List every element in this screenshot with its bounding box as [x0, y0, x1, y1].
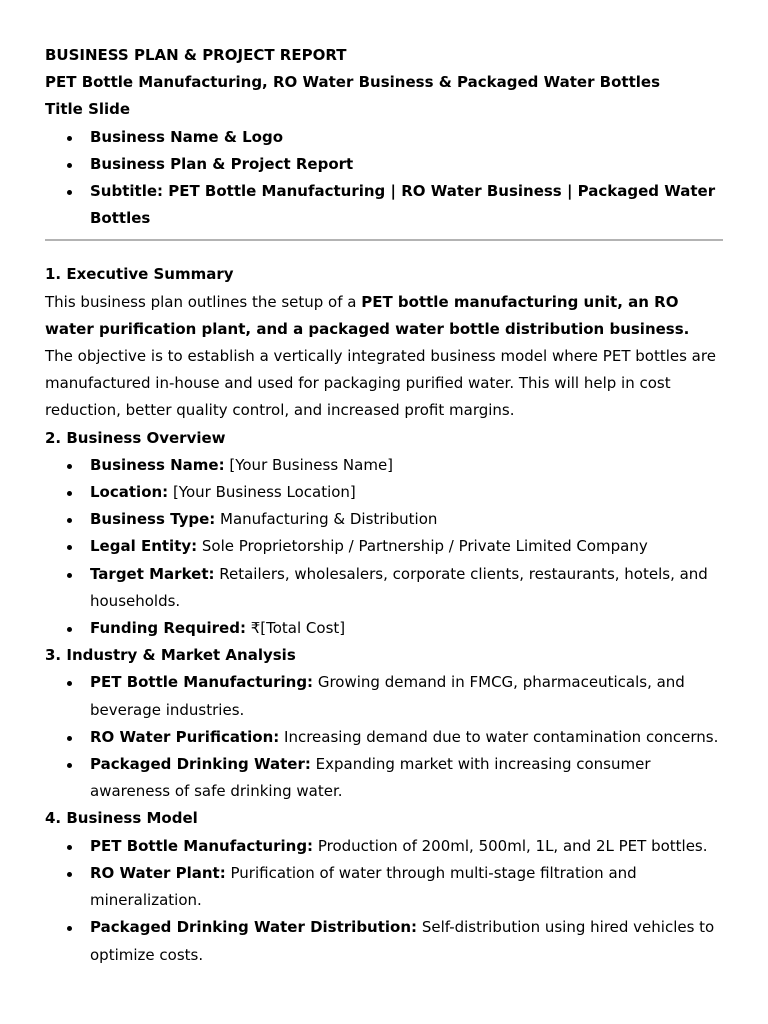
item-label: PET Bottle Manufacturing: [90, 673, 314, 692]
item-value: [Your Business Location] [168, 483, 356, 502]
item-label: Target Market: [90, 564, 215, 583]
list-item [45, 561, 723, 615]
business-overview-list [45, 452, 723, 642]
list-item [45, 914, 723, 968]
item-label: PET Bottle Manufacturing: [90, 836, 314, 855]
item-value: Self-distribution using hired vehicles to optimize costs. [90, 918, 715, 964]
report-subtitle: PET Bottle Manufacturing, RO Water Business & Packaged Water Bottles [45, 73, 661, 92]
list-item [45, 751, 723, 805]
section-heading-business-overview: 2. Business Overview [45, 428, 226, 447]
list-item [45, 479, 723, 506]
item-label: Business Name: [90, 455, 225, 474]
list-item [45, 833, 723, 860]
item-value: Growing demand in FMCG, pharmaceuticals, and beverage industries. [90, 673, 685, 719]
title-slide-list [45, 124, 723, 233]
intro-emphasis: PET bottle manufacturing unit, an RO water purification plant, and a packaged water bottle distribution business. [45, 292, 690, 338]
list-item [45, 506, 723, 533]
item-value: Manufacturing & Distribution [215, 510, 438, 529]
section-divider [45, 239, 723, 241]
item-label: Legal Entity: [90, 537, 198, 556]
list-item: Business Plan & Project Report [45, 151, 723, 178]
item-value: [Your Business Name] [224, 455, 394, 474]
item-label: Funding Required: [90, 619, 246, 638]
list-item [45, 533, 723, 560]
item-value: ₹[Total Cost] [245, 619, 346, 638]
slide-heading: Title Slide [45, 100, 131, 119]
item-label: Packaged Drinking Water: [90, 755, 311, 774]
list-item [45, 615, 723, 642]
list-item [45, 669, 723, 723]
item-label: RO Water Plant: [90, 863, 226, 882]
executive-summary-intro [45, 289, 723, 343]
list-item: Business Name & Logo [45, 124, 723, 151]
section-heading-business-model: 4. Business Model [45, 809, 198, 828]
item-value: Purification of water through multi-stage filtration and mineralization. [90, 863, 637, 910]
item-value: Sole Proprietorship / Partnership / Private Limited Company [197, 537, 648, 556]
item-label: Location: [90, 483, 169, 502]
item-value: Increasing demand due to water contamination concerns. [279, 727, 719, 746]
executive-summary-objective: The objective is to establish a vertically integrated business model where PET bottles are manufactured in-house and used for packaging purified water. This will help in cost reduction, better quality control, and increased profit margins. [45, 347, 716, 420]
item-label: RO Water Purification: [90, 727, 280, 746]
list-item [45, 452, 723, 479]
section-heading-industry-analysis: 3. Industry & Market Analysis [45, 646, 296, 665]
item-value: Production of 200ml, 500ml, 1L, and 2L PET bottles. [313, 836, 708, 855]
industry-analysis-list [45, 669, 723, 805]
report-title: BUSINESS PLAN & PROJECT REPORT [45, 46, 347, 64]
list-item: Subtitle: PET Bottle Manufacturing | RO Water Business | Packaged Water Bottles [45, 178, 723, 232]
item-value: Retailers, wholesalers, corporate clients, restaurants, hotels, and households. [90, 564, 708, 610]
item-label: Packaged Drinking Water Distribution: [90, 918, 418, 937]
item-value: Expanding market with increasing consumer awareness of safe drinking water. [90, 755, 651, 801]
section-heading-executive-summary: 1. Executive Summary [45, 265, 234, 284]
list-item [45, 724, 723, 751]
list-item [45, 860, 723, 914]
intro-text: This business plan outlines the setup of a [45, 292, 362, 311]
item-label: Business Type: [90, 510, 216, 529]
business-model-list [45, 833, 723, 969]
